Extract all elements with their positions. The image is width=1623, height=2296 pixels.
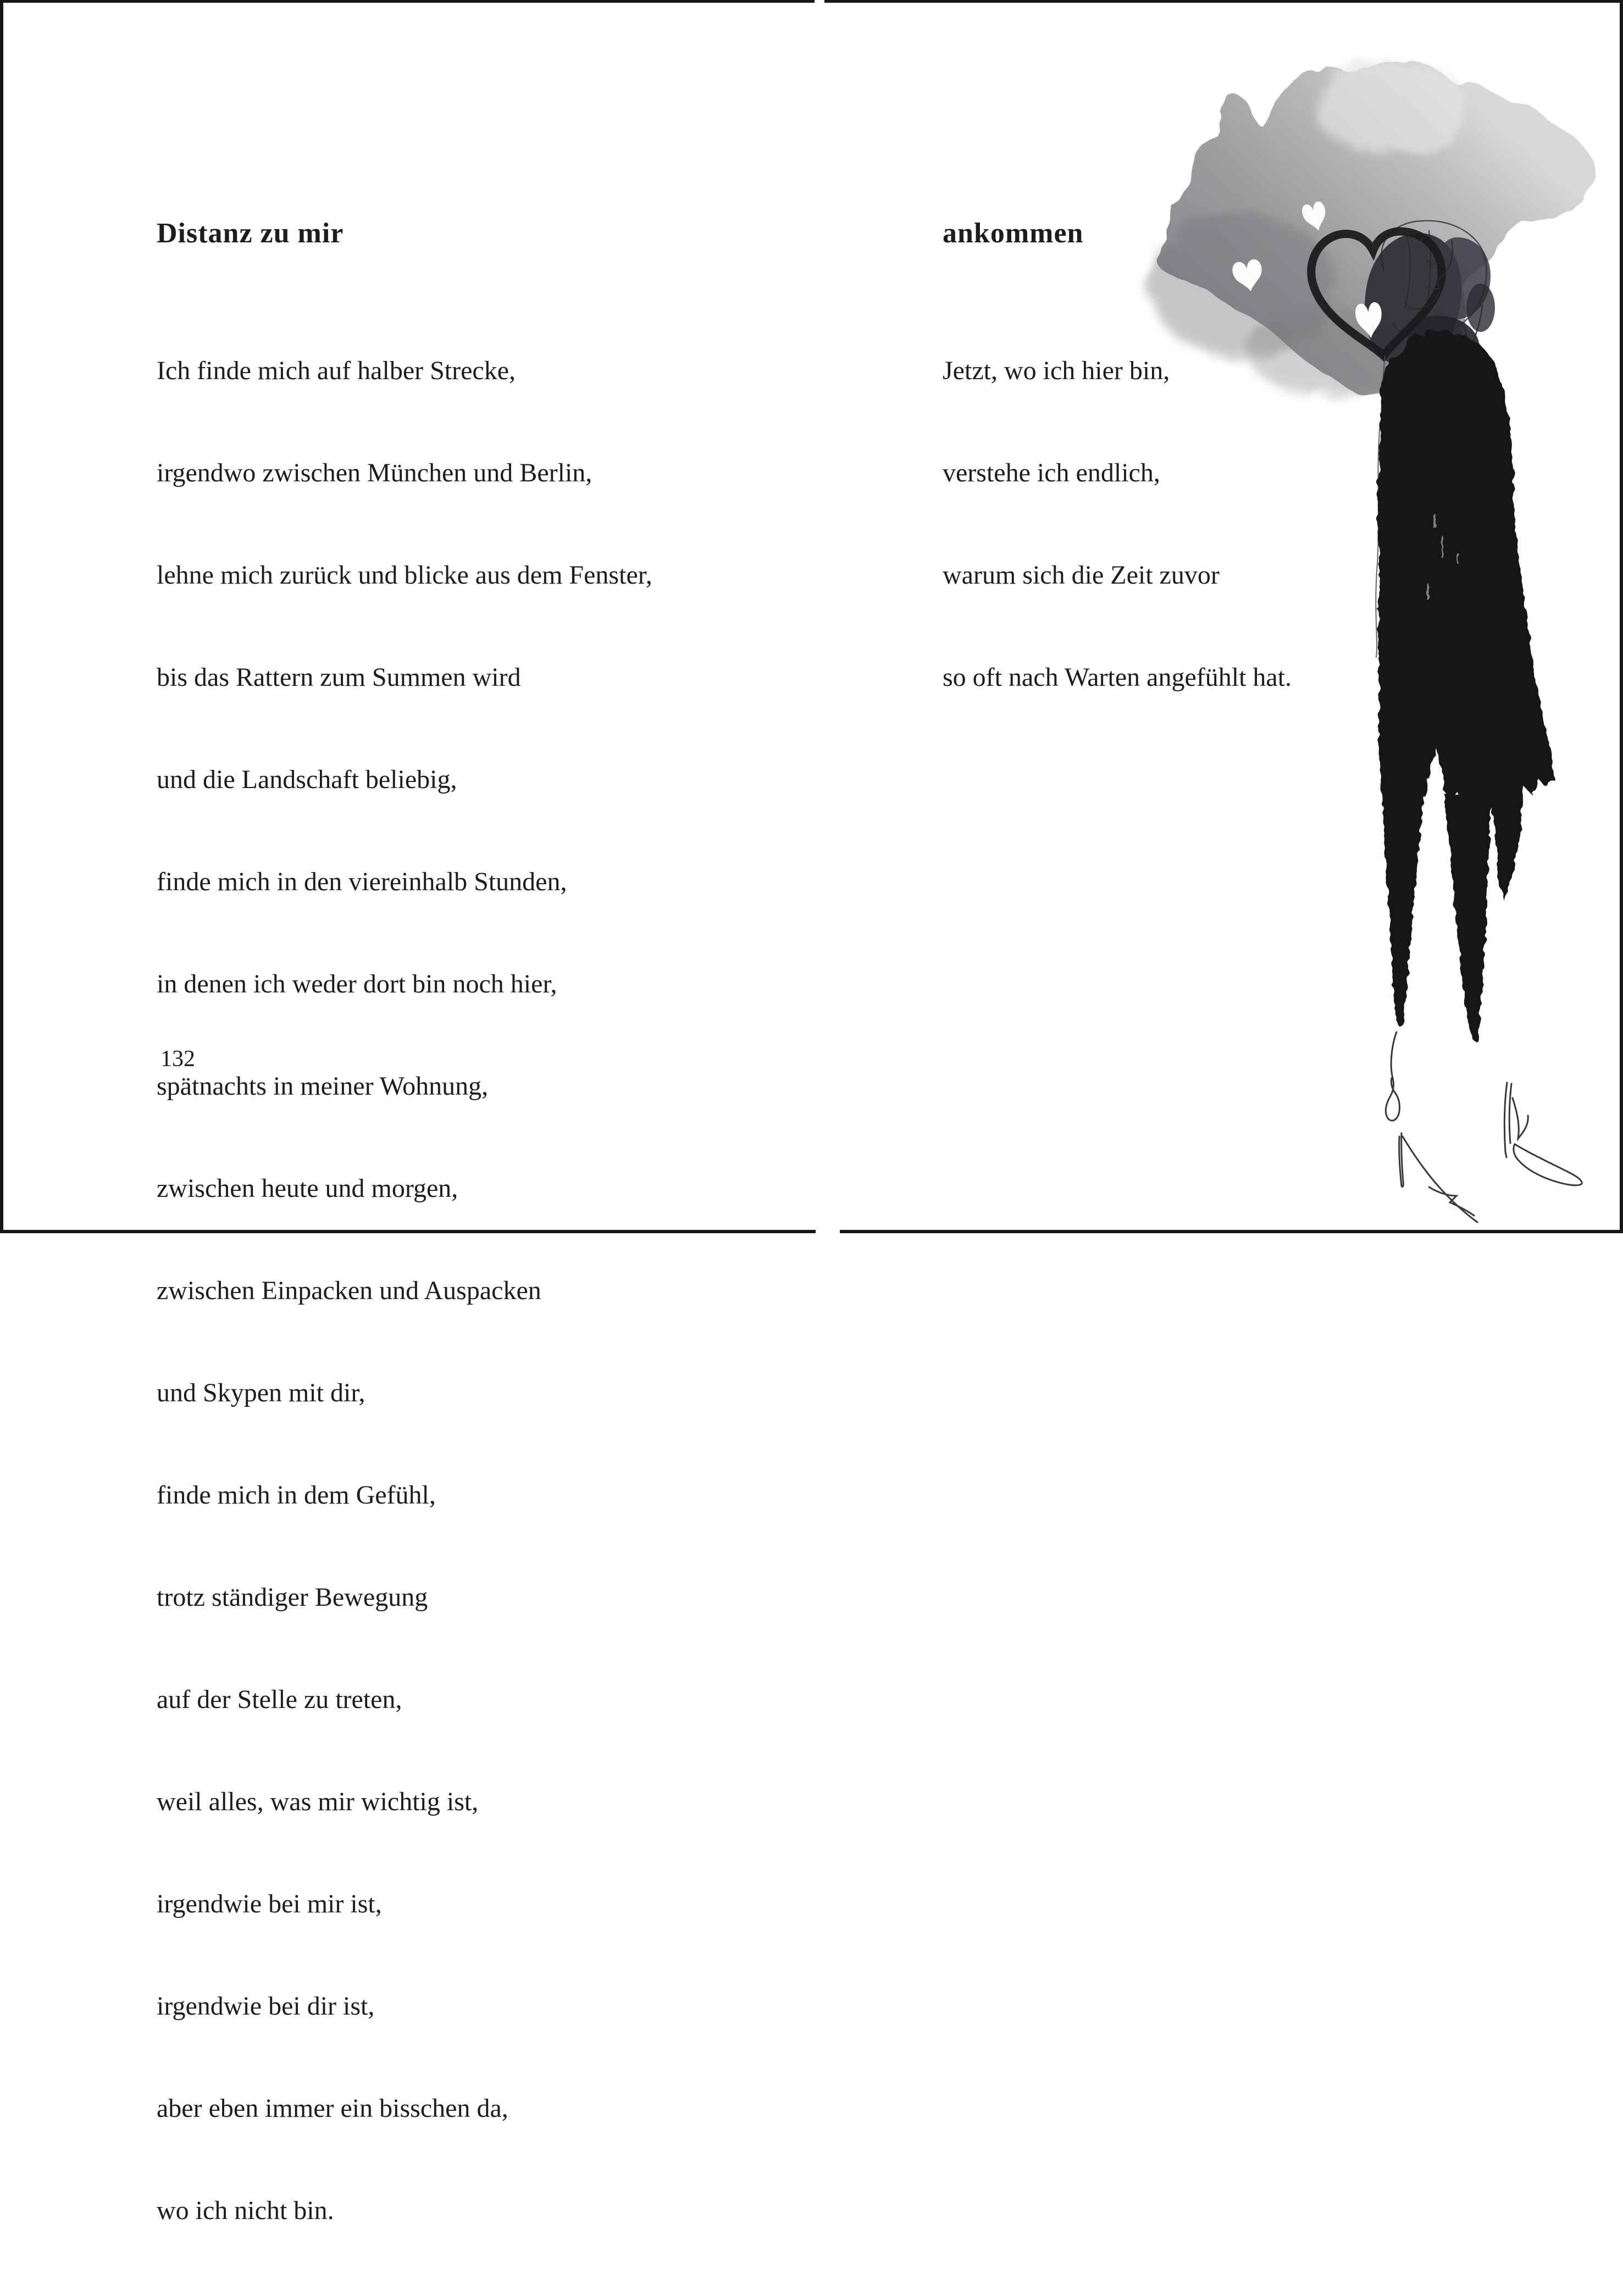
poem-line: weil alles, was mir wichtig ist,	[157, 1787, 479, 1816]
scan-edge-top-right	[824, 0, 1623, 3]
poem-line: zwischen Einpacken und Auspacken	[157, 1276, 541, 1305]
ink-figure-illustration	[1127, 44, 1610, 1231]
right-leg	[1444, 794, 1492, 1041]
poem-line: auf der Stelle zu treten,	[157, 1685, 402, 1714]
scan-edge-top-left	[0, 0, 815, 3]
right-poem-title: ankommen	[943, 218, 1084, 249]
poem-line: finde mich in den viereinhalb Stunden,	[157, 867, 567, 896]
poem-line: irgendwie bei dir ist,	[157, 1992, 375, 2021]
poem-line: irgendwie bei mir ist,	[157, 1889, 382, 1918]
poem-line: aber eben immer ein bisschen da,	[157, 2094, 508, 2123]
poem-line: und die Landschaft beliebig,	[157, 765, 457, 794]
poem-line: verstehe ich endlich,	[943, 458, 1160, 487]
poem-line: spätnachts in meiner Wohnung,	[157, 1072, 489, 1101]
poem-line: warum sich die Zeit zuvor	[943, 561, 1220, 590]
black-dress	[1378, 328, 1555, 1041]
poem-line: zwischen heute und morgen,	[157, 1174, 458, 1203]
poem-line: bis das Rattern zum Summen wird	[157, 663, 521, 692]
scan-edge-right	[1620, 0, 1623, 1233]
left-poem-title: Distanz zu mir	[157, 218, 344, 249]
left-poem-body	[157, 286, 652, 2296]
poem-line: lehne mich zurück und blicke aus dem Fenster,	[157, 561, 652, 590]
scan-edge-left	[0, 0, 3, 1233]
poem-line: in denen ich weder dort bin noch hier,	[157, 969, 557, 999]
poem-line: Ich finde mich auf halber Strecke,	[157, 356, 516, 385]
poem-line: Jetzt, wo ich hier bin,	[943, 356, 1170, 385]
poem-line: so oft nach Warten angefühlt hat.	[943, 663, 1292, 692]
left-leg	[1382, 787, 1425, 1027]
poem-line: finde mich in dem Gefühl,	[157, 1480, 436, 1510]
poem-line: und Skypen mit dir,	[157, 1378, 365, 1407]
poem-line: irgendwo zwischen München und Berlin,	[157, 458, 592, 487]
high-heel-sketch	[1386, 1032, 1582, 1222]
page-number: 132	[160, 1046, 195, 1072]
poem-line: trotz ständiger Bewegung	[157, 1583, 428, 1612]
poem-line: wo ich nicht bin.	[157, 2196, 334, 2225]
